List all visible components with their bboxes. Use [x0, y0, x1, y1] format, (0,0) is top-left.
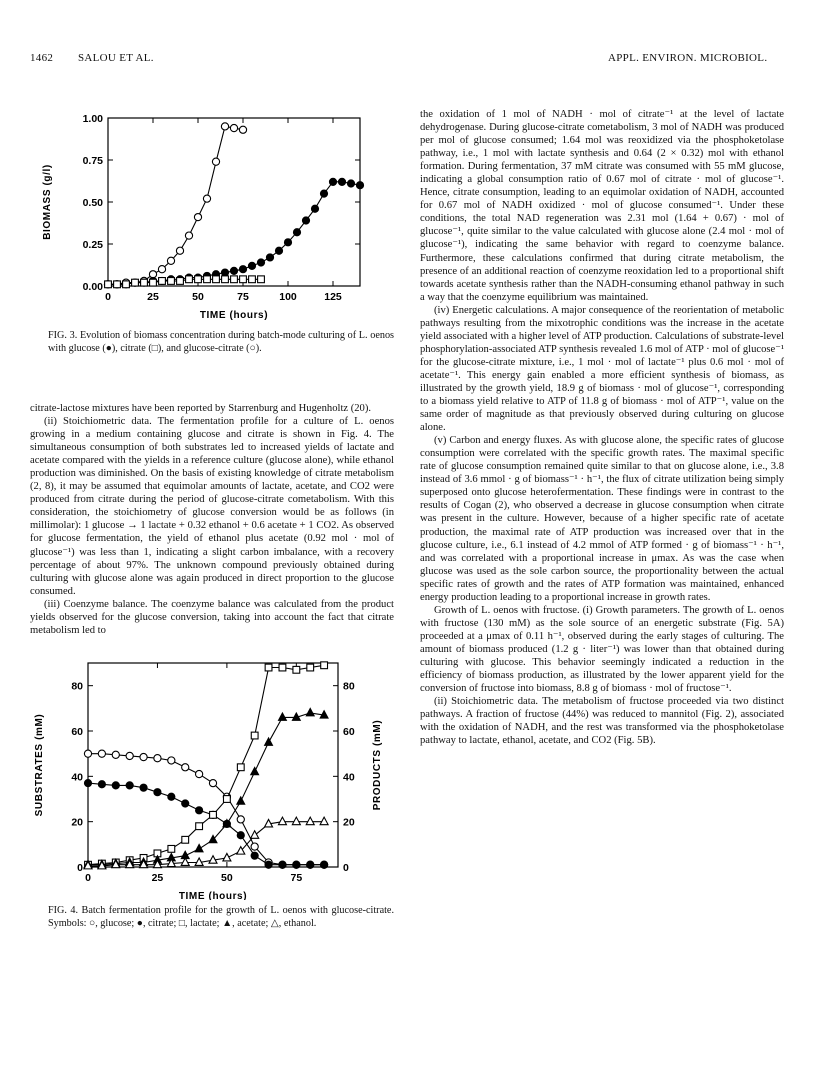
- data-point-lactate: [237, 764, 244, 771]
- data-point-glucose: [356, 182, 363, 189]
- data-point-lactate: [265, 664, 272, 671]
- data-point-glucose-citrate: [149, 271, 156, 278]
- data-point-glucose: [293, 229, 300, 236]
- paragraph: (ii) Stoichiometric data. The metabolism of fructose proceeded via two distinct pathways. A fraction of fructose (44%) was reduced to mannitol (Fig. 2), associated with the oxidation of NADH, and the rest was transformed via the phosphoketolase pathway to lactate, ethanol, acetate, and CO2 (Fig. 5B).: [420, 696, 784, 747]
- paragraph: (v) Carbon and energy fluxes. As with glucose alone, the specific rates of glucose consumption were correlated with the specific growth rates. The maximal specific rate of glucose consumption remained quite similar to that on glucose alone, i.e., 3.8 instead of 3.6 mmol · g of biomass⁻¹ · h⁻¹, the flux of citrate utilization being simply superposed onto glucose heterofermentation. These findings were in contrast to the results of Cogan (2), who observed a decrease in glucose consumption when citrate was present in the culture. However, because of a higher specific rate of acetate production, the maximal rate of ATP production was increased over that in the glucose culture, i.e., 6.1 instead of 4.2 mmol of ATP formed · g of biomass⁻¹ · h⁻¹, and was correlated with a proportional increase in μmax. As was the case when glucose was used as the sole carbon source, the proportionality between the actual specific rates of growth and the rates of ATP formation was maintained, enhanced energy production leading to a proportional increase in growth rates.: [420, 435, 784, 603]
- data-point-lactate: [321, 662, 328, 669]
- paragraph: (iii) Coenzyme balance. The coenzyme balance was calculated from the product yields observed for the glucose conversion, taking into account the fact that citrate metabolism led to: [30, 598, 394, 636]
- left-column-text: [30, 402, 394, 637]
- data-point-glucose: [182, 764, 189, 771]
- x-tick-label: 50: [192, 291, 204, 303]
- running-journal: APPL. ENVIRON. MICROBIOL.: [608, 52, 768, 64]
- data-point-glucose: [98, 750, 105, 757]
- y-tick-label: 0.00: [82, 281, 103, 293]
- data-point-citrate: [251, 852, 258, 859]
- data-point-glucose-citrate: [212, 158, 219, 165]
- data-point-citrate: [154, 789, 161, 796]
- data-point-acetate: [306, 708, 314, 716]
- data-point-lactate: [223, 796, 230, 803]
- running-authors: SALOU ET AL.: [78, 52, 154, 64]
- y-tick-label: 0.25: [82, 239, 103, 251]
- data-point-citrate: [98, 781, 105, 788]
- data-point-lactate: [196, 823, 203, 830]
- data-point-citrate: [204, 276, 211, 283]
- plot-frame: [108, 118, 360, 286]
- data-point-citrate: [126, 782, 133, 789]
- series-line-glucose-citrate: [108, 126, 243, 284]
- data-point-acetate: [265, 738, 273, 746]
- data-point-citrate: [123, 281, 130, 288]
- data-point-citrate: [168, 793, 175, 800]
- y-axis-label: BIOMASS (g/l): [42, 164, 53, 240]
- data-point-glucose-citrate: [185, 232, 192, 239]
- data-point-citrate: [237, 832, 244, 839]
- data-point-glucose: [168, 757, 175, 764]
- x-tick-label: 25: [151, 872, 164, 884]
- paragraph: Growth of L. oenos with fructose. (i) Growth parameters. The growth of L. oenos with fructose (130 mM) as the sole source of an energetic substrate (Fig. 5A) proceeded at a μmax of 0.11 h⁻¹, observed during the early stages of culturing. The amount of biomass produced (1.2 g · liter⁻¹) was lower than that obtained during culturing with glucose. This behavior seemingly indicated a reduction in the efficiency of biomass production, as illustrated by the lower apparent yield for the conversion of fructose into biomass, 8.8 g of biomass · mol of fructose⁻¹.: [420, 604, 784, 695]
- y-tick-label: 80: [71, 680, 83, 693]
- data-point-citrate: [222, 276, 229, 283]
- data-point-ethanol: [251, 831, 259, 839]
- data-point-glucose-citrate: [167, 257, 174, 264]
- data-point-citrate: [293, 861, 300, 868]
- data-point-glucose-citrate: [230, 124, 237, 131]
- data-point-ethanol: [320, 817, 328, 825]
- data-point-glucose: [338, 178, 345, 185]
- paragraph: (iv) Energetic calculations. A major consequence of the reorientation of metabolic pathways resulting from the mixotrophic conditions was the increase in the acetate yield associated with a higher level of ATP production. Calculations of substrate-level phosphorylation-associated ATP synthesis revealed 1.6 mol of ATP · mol of glucose⁻¹ for the glucose-citrate mixture, i.e., 1 mol · mol of lactate⁻¹ plus 0.6 mol · mol of acetate⁻¹. This energy gain enabled a more efficient synthesis of biomass, as illustrated by the growth yield, 18.9 g of biomass · mol of glucose⁻¹, corresponding to a biomass yield relative to ATP of 11.8 g of biomass · mol of ATP⁻¹, value on the same order of magnitude as that previously observed during culturing on glucose alone.: [420, 304, 784, 434]
- series-line-acetate: [88, 713, 324, 865]
- data-point-glucose: [275, 247, 282, 254]
- data-point-glucose: [237, 816, 244, 823]
- data-point-glucose: [329, 178, 336, 185]
- data-point-glucose: [154, 755, 161, 762]
- data-point-citrate: [240, 276, 247, 283]
- series-line-citrate: [88, 783, 324, 865]
- data-point-citrate: [84, 780, 91, 787]
- data-point-citrate: [140, 784, 147, 791]
- data-point-lactate: [168, 845, 175, 852]
- x-tick-label: 75: [290, 872, 303, 884]
- data-point-glucose: [209, 780, 216, 787]
- data-point-citrate: [265, 861, 272, 868]
- data-point-citrate: [141, 279, 148, 286]
- y-right-tick-label: 40: [343, 771, 355, 784]
- data-point-glucose: [140, 753, 147, 760]
- data-point-citrate: [105, 281, 112, 288]
- data-point-acetate: [278, 713, 286, 721]
- y-right-axis-label: PRODUCTS (mM): [372, 719, 383, 811]
- figure-4-chart: [28, 650, 408, 900]
- right-column-text: [420, 108, 784, 747]
- x-tick-label: 0: [85, 872, 91, 884]
- y-tick-label: 0.75: [82, 155, 103, 167]
- data-point-citrate: [321, 861, 328, 868]
- data-point-glucose: [126, 752, 133, 759]
- x-axis-label: TIME (hours): [199, 310, 269, 321]
- data-point-citrate: [213, 276, 220, 283]
- data-point-glucose: [196, 770, 203, 777]
- x-tick-label: 125: [324, 291, 342, 303]
- figure-3-caption: [48, 330, 394, 355]
- series-line-glucose: [88, 754, 324, 865]
- x-tick-label: 0: [105, 291, 111, 303]
- data-point-citrate: [112, 782, 119, 789]
- y-right-tick-label: 20: [343, 816, 355, 829]
- figure-4-caption: [48, 905, 394, 930]
- data-point-citrate: [177, 278, 184, 285]
- y-axis-label: SUBSTRATES (mM): [34, 713, 45, 817]
- data-point-glucose-citrate: [203, 195, 210, 202]
- figure-3-caption-text: FIG. 3. Evolution of biomass concentration during batch-mode culturing of L. oenos with glucose (●), citrate (□), and glucose-citrate (○).: [48, 330, 394, 354]
- data-point-glucose: [230, 267, 237, 274]
- data-point-glucose-citrate: [194, 214, 201, 221]
- data-point-lactate: [307, 664, 314, 671]
- data-point-glucose: [84, 750, 91, 757]
- figure-3-chart: [28, 100, 408, 330]
- data-point-citrate: [132, 279, 139, 286]
- data-point-lactate: [293, 666, 300, 673]
- x-tick-label: 50: [221, 872, 233, 884]
- data-point-lactate: [279, 664, 286, 671]
- paragraph: citrate-lactose mixtures have been reported by Starrenburg and Hugenholtz (20).: [30, 403, 372, 414]
- data-point-glucose-citrate: [158, 266, 165, 273]
- data-point-ethanol: [292, 817, 300, 825]
- x-tick-label: 75: [237, 291, 249, 303]
- x-axis-label: TIME (hours): [178, 891, 248, 900]
- y-tick-label: 0: [77, 862, 83, 874]
- data-point-glucose: [266, 254, 273, 261]
- data-point-citrate: [159, 278, 166, 285]
- data-point-glucose-citrate: [221, 123, 228, 130]
- data-point-glucose: [311, 205, 318, 212]
- data-point-lactate: [210, 811, 217, 818]
- data-point-citrate: [258, 276, 265, 283]
- data-point-ethanol: [306, 817, 314, 825]
- y-right-tick-label: 80: [343, 680, 355, 693]
- data-point-citrate: [114, 281, 121, 288]
- data-point-citrate: [150, 279, 157, 286]
- data-point-glucose: [112, 751, 119, 758]
- paragraph: the oxidation of 1 mol of NADH · mol of citrate⁻¹ at the level of lactate dehydrogenase. During glucose-citrate cometabolism, 3 mol of NADH was produced per mol of glucose consumed; 1.64 mol was reoxidized via the phosphoketolase pathway, i.e., 1 mol with lactate synthesis and 0.64 (2 × 0.32) mol with ethanol formation. During fermentation, 37 mM citrate was consumed with 55 mM glucose, indicating a global consumption ratio of 0.67 mol of citrate · mol of glucose⁻¹. Hence, citrate consumption, leading to an equimolar oxidation of NADH, accounted for 0.67 mol of NADH oxidized · mol of glucose consumed⁻¹. Under these conditions, the total NAD regeneration was 2.31 mol (1.64 + 0.67) · mol of glucose⁻¹, quite similar to the value calculated with glucose alone (2.4 mol · mol of glucose⁻¹), indicating the same behavior with regard to coenzyme balance. Furthermore, these calculations confirmed that during citrate metabolism, the presence of an additional reaction of coenzyme reoxidation led to a proportional shift towards acetate synthesis rather than the NADH-consuming ethanol pathway in such a way that the coenzyme equilibrium was maintained.: [420, 109, 784, 303]
- y-tick-label: 20: [71, 816, 83, 829]
- data-point-glucose: [284, 239, 291, 246]
- data-point-glucose-citrate: [176, 247, 183, 254]
- y-tick-label: 40: [71, 771, 83, 784]
- data-point-glucose: [239, 266, 246, 273]
- data-point-acetate: [251, 767, 259, 775]
- data-point-ethanol: [223, 853, 231, 861]
- data-point-citrate: [307, 861, 314, 868]
- data-point-citrate: [196, 807, 203, 814]
- x-tick-label: 100: [279, 291, 297, 303]
- series-line-lactate: [88, 665, 324, 864]
- data-point-glucose: [248, 262, 255, 269]
- data-point-glucose: [302, 217, 309, 224]
- y-right-tick-label: 60: [343, 726, 355, 738]
- data-point-citrate: [249, 276, 256, 283]
- data-point-citrate: [195, 276, 202, 283]
- data-point-glucose: [320, 190, 327, 197]
- y-tick-label: 60: [71, 726, 83, 738]
- data-point-glucose: [251, 843, 258, 850]
- data-point-acetate: [195, 844, 203, 852]
- data-point-glucose-citrate: [239, 126, 246, 133]
- data-point-citrate: [168, 278, 175, 285]
- y-tick-label: 0.50: [82, 197, 103, 209]
- data-point-glucose: [347, 180, 354, 187]
- data-point-glucose: [257, 259, 264, 266]
- paragraph: (ii) Stoichiometric data. The fermentation profile for a culture of L. oenos growing in a medium containing glucose and citrate is shown in Fig. 4. The simultaneous consumption of both substrates led to increased yields of lactate and acetate compared with the yields in a reference culture (glucose alone), while ethanol production was diminished. On the basis of existing knowledge of citrate metabolism (2, 8), it may be assumed that equimolar amounts of lactate, acetate, and CO2 were produced from citrate during the period of glucose-citrate cometabolism. With this consideration, the stoichiometry of glucose conversion would be as follows (in millimolar): 1 glucose → 1 lactate + 0.32 ethanol + 0.6 acetate + 1 CO2. As observed for glucose fermentation, the yield of ethanol plus acetate (0.92 mol · mol of glucose⁻¹) was less than 1, indicating a slight carbon imbalance, with a recovery percentage of about 97%. The unknown compound previously obtained during culturing with glucose alone was again produced in direct proportion to the glucose consumed.: [30, 416, 394, 597]
- data-point-lactate: [251, 732, 258, 739]
- data-point-lactate: [182, 836, 189, 843]
- data-point-citrate: [279, 861, 286, 868]
- data-point-citrate: [231, 276, 238, 283]
- x-tick-label: 25: [147, 291, 159, 303]
- page-number: 1462: [30, 52, 54, 64]
- data-point-ethanol: [278, 817, 286, 825]
- data-point-citrate: [186, 276, 193, 283]
- data-point-acetate: [237, 797, 245, 805]
- data-point-glucose: [221, 269, 228, 276]
- figure-4-caption-text: FIG. 4. Batch fermentation profile for the growth of L. oenos with glucose-citrate. Symbols: ○, glucose; ●, citrate; □, lactate; ▲, acetate; △, ethanol.: [48, 905, 394, 929]
- y-right-tick-label: 0: [343, 862, 349, 874]
- data-point-citrate: [182, 800, 189, 807]
- y-tick-label: 1.00: [82, 113, 103, 125]
